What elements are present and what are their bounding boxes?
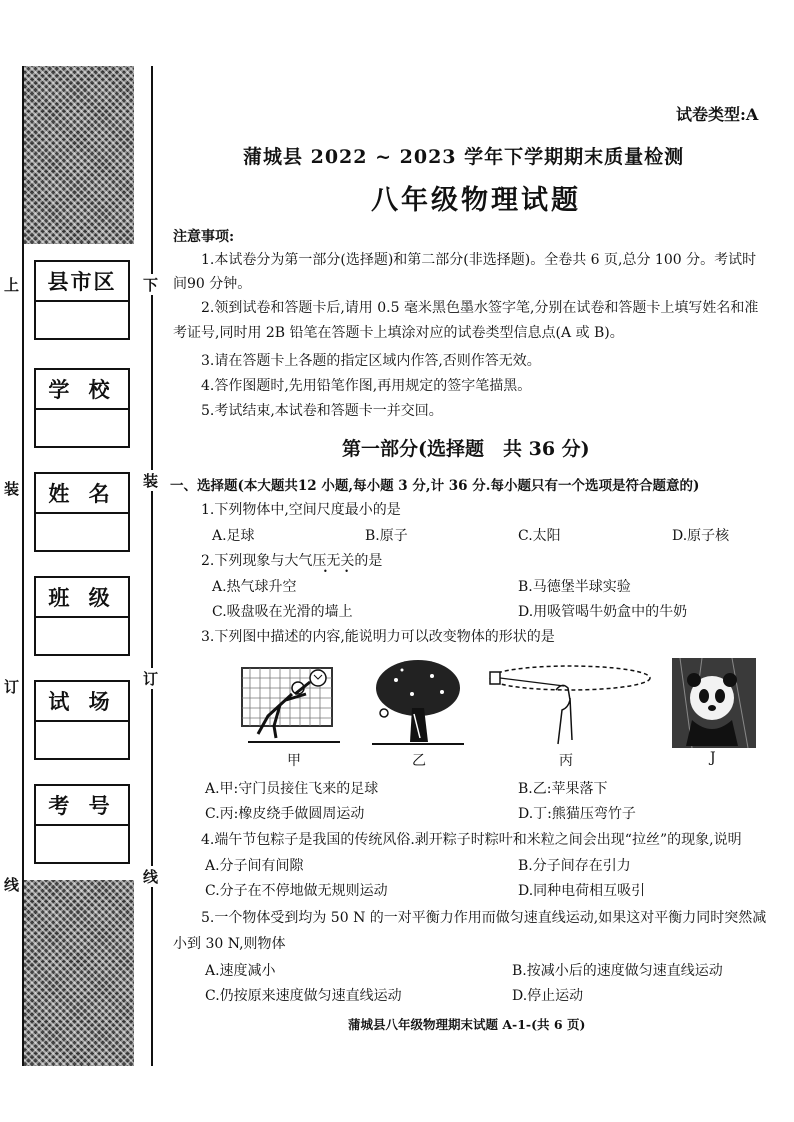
binding-char: 订 — [143, 670, 159, 688]
question-stem: 5.一个物体受到均为 50 N 的一对平衡力作用而做匀速直线运动,如果这对平衡力同时突然减 — [201, 910, 767, 926]
emphasis-dots: • • — [323, 567, 356, 576]
option: D.用吸管喝牛奶盒中的牛奶 — [518, 604, 688, 620]
option: A.足球 — [212, 528, 255, 544]
part-title: 第一部分(选择题 共 36 分) — [342, 438, 590, 460]
field-name[interactable] — [34, 472, 130, 552]
binding-line-left — [22, 66, 24, 1066]
field-label: 学 校 — [36, 370, 128, 410]
option: A.速度减小 — [205, 963, 276, 979]
option: C.太阳 — [518, 528, 561, 544]
field-exam-number[interactable] — [34, 784, 130, 864]
option: C.分子在不停地做无规则运动 — [205, 883, 388, 899]
option: D.原子核 — [672, 528, 730, 544]
page-title: 八年级物理试题 — [371, 185, 581, 216]
option: C.丙:橡皮绕手做圆周运动 — [205, 806, 365, 822]
option: A.分子间有间隙 — [205, 858, 304, 874]
binding-char: 上 — [4, 276, 20, 294]
field-school[interactable] — [34, 368, 130, 448]
question-stem: 小到 30 N,则物体 — [173, 936, 286, 952]
notice-line: 考证号,同时用 2B 铅笔在答题卡上填涂对应的试卷类型信息点(A 或 B)。 — [173, 325, 624, 341]
field-class[interactable] — [34, 576, 130, 656]
binding-char: 线 — [143, 868, 159, 886]
field-label: 考 号 — [36, 786, 128, 826]
question-stem: 4.端午节包粽子是我国的传统风俗.剥开粽子时粽叶和米粒之间会出现“拉丝”的现象,说明 — [201, 832, 742, 848]
field-label: 县市区 — [36, 262, 128, 302]
field-county[interactable] — [34, 260, 130, 340]
paper-type: 试卷类型:A — [676, 105, 759, 124]
binding-char: 下 — [143, 276, 159, 294]
option: B.按减小后的速度做匀速直线运动 — [512, 963, 723, 979]
figure-caption: 丙 — [559, 753, 573, 769]
notice-heading: 注意事项: — [173, 229, 235, 245]
question-stem: 3.下列图中描述的内容,能说明力可以改变物体的形状的是 — [201, 629, 555, 645]
option: D.丁:熊猫压弯竹子 — [518, 806, 636, 822]
notice-line: 4.答作图题时,先用铅笔作图,再用规定的签字笔描黑。 — [201, 378, 532, 394]
option: B.乙:苹果落下 — [518, 781, 608, 797]
option: C.吸盘吸在光滑的墙上 — [212, 604, 353, 620]
option: A.热气球升空 — [212, 579, 297, 595]
binding-line-right — [151, 66, 153, 1066]
question-stem: 2.下列现象与大气压无关的是 — [201, 553, 383, 569]
option: C.仍按原来速度做匀速直线运动 — [205, 988, 402, 1004]
option: B.原子 — [365, 528, 408, 544]
exam-title: 蒲城县 2022 ~ 2023 学年下学期期末质量检测 — [243, 146, 685, 168]
notice-line: 3.请在答题卡上各题的指定区域内作答,否则作答无效。 — [201, 353, 541, 369]
field-label: 姓 名 — [36, 474, 128, 514]
binding-pattern-top — [22, 66, 134, 244]
option: B.马德堡半球实验 — [518, 579, 631, 595]
goalkeeper-figure — [240, 664, 348, 746]
binding-char: 装 — [4, 480, 20, 498]
panda-figure — [672, 658, 756, 748]
binding-char: 线 — [4, 876, 20, 894]
notice-line: 间90 分钟。 — [173, 276, 252, 292]
binding-pattern-bottom — [22, 880, 134, 1066]
field-label: 班 级 — [36, 578, 128, 618]
field-label: 试 场 — [36, 682, 128, 722]
option: D.同种电荷相互吸引 — [518, 883, 646, 899]
binding-char: 装 — [143, 472, 159, 490]
notice-line: 5.考试结束,本试卷和答题卡一并交回。 — [201, 403, 443, 419]
circular-motion-figure — [486, 662, 652, 748]
notice-line: 2.领到试卷和答题卡后,请用 0.5 毫米黑色墨水签字笔,分别在试卷和答题卡上填写姓名和准 — [201, 300, 759, 316]
option: D.停止运动 — [512, 988, 584, 1004]
binding-char: 订 — [4, 678, 20, 696]
figure-caption: J — [710, 750, 716, 766]
section-heading: 一、选择题(本大题共12 小题,每小题 3 分,计 36 分.每小题只有一个选项是符合题意的) — [170, 478, 700, 494]
figure-caption: 甲 — [287, 753, 301, 769]
notice-line: 1.本试卷分为第一部分(选择题)和第二部分(非选择题)。全卷共 6 页,总分 100 分。考试时 — [201, 252, 757, 268]
option: A.甲:守门员接住飞来的足球 — [205, 781, 379, 797]
field-room[interactable] — [34, 680, 130, 760]
figure-caption: 乙 — [412, 753, 426, 769]
option: B.分子间存在引力 — [518, 858, 631, 874]
question-stem: 1.下列物体中,空间尺度最小的是 — [201, 502, 401, 518]
apple-tree-figure — [372, 658, 464, 746]
page-footer: 蒲城县八年级物理期末试题 A-1-(共 6 页) — [348, 1017, 586, 1032]
